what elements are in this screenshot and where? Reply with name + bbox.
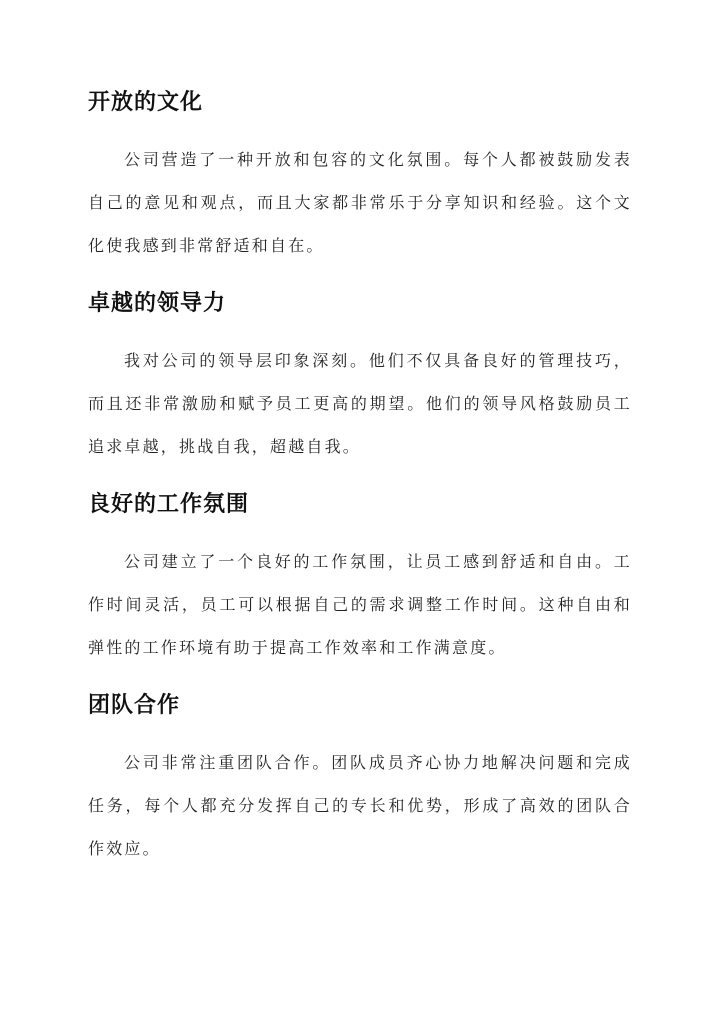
- section-paragraph: 公司建立了一个良好的工作氛围，让员工感到舒适和自由。工作时间灵活，员工可以根据自己的需求调整工作时间。这种自由和弹性的工作环境有助于提高工作效率和工作满意度。: [88, 552, 632, 657]
- section-heading: 卓越的领导力: [88, 290, 227, 316]
- section-open-culture: [88, 78, 632, 267]
- section-work-atmosphere: [88, 480, 632, 669]
- section-heading: 开放的文化: [88, 89, 204, 115]
- document-content: [88, 78, 632, 882]
- section-paragraph: 公司非常注重团队合作。团队成员齐心协力地解决问题和完成任务，每个人都充分发挥自己的专长和优势，形成了高效的团队合作效应。: [88, 753, 632, 858]
- section-heading: 良好的工作氛围: [88, 491, 250, 517]
- section-teamwork: [88, 681, 632, 870]
- section-paragraph: 我对公司的领导层印象深刻。他们不仅具备良好的管理技巧，而且还非常激励和赋予员工更高的期望。他们的领导风格鼓励员工追求卓越，挑战自我，超越自我。: [88, 351, 632, 456]
- section-heading: 团队合作: [88, 692, 181, 718]
- section-leadership: [88, 279, 632, 468]
- section-paragraph: 公司营造了一种开放和包容的文化氛围。每个人都被鼓励发表自己的意见和观点，而且大家都非常乐于分享知识和经验。这个文化使我感到非常舒适和自在。: [88, 150, 632, 255]
